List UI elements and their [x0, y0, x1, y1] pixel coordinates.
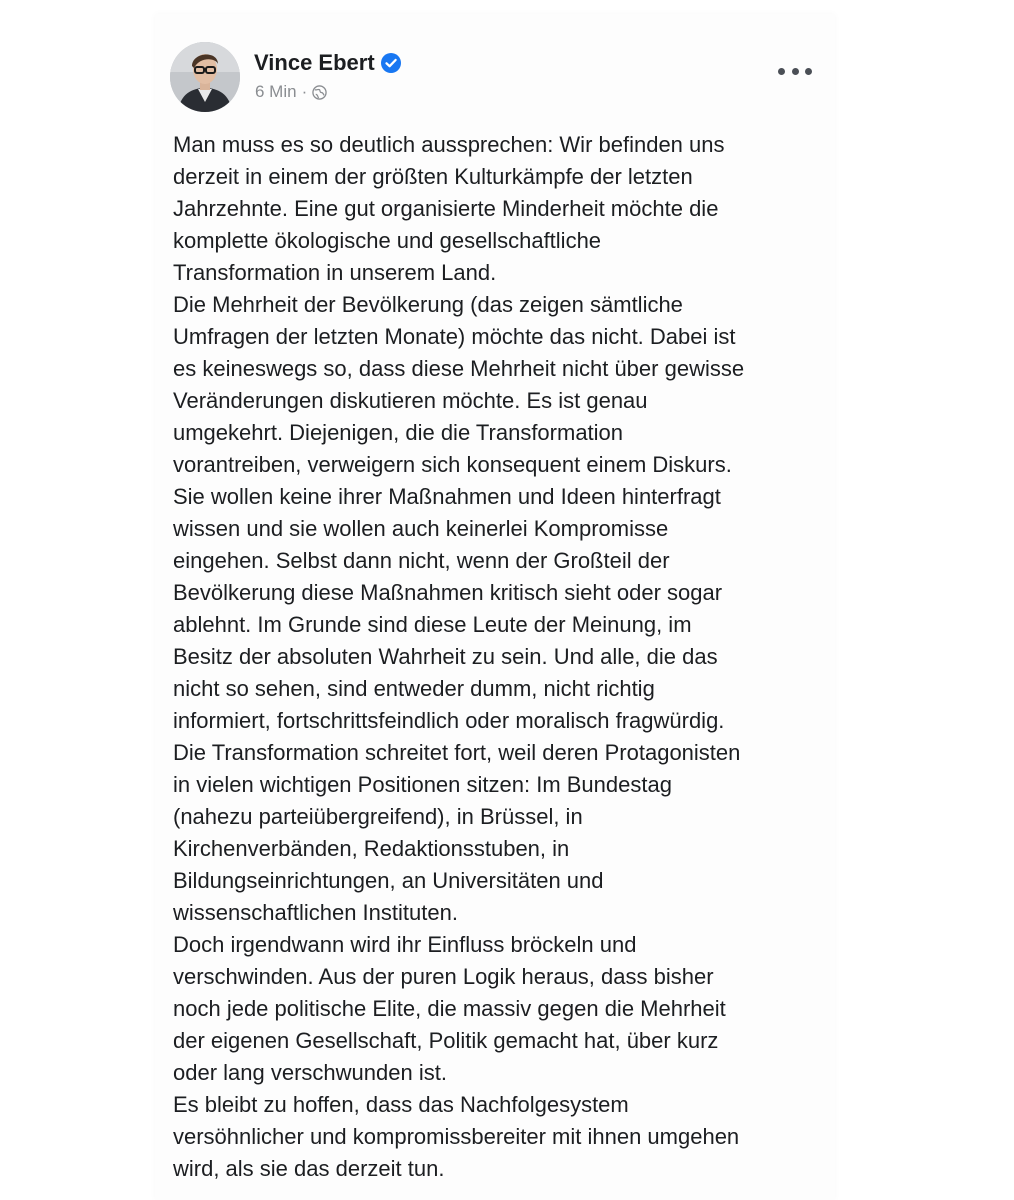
post-text-line: (nahezu parteiübergreifend), in Brüssel, in [173, 804, 583, 829]
post-text-line: informiert, fortschrittsfeindlich oder moralisch fragwürdig. [173, 708, 725, 733]
post-timestamp[interactable]: 6 Min [255, 82, 297, 101]
post-text-line: Umfragen der letzten Monate) möchte das nicht. Dabei ist [173, 324, 736, 349]
post-text-line: es keineswegs so, dass diese Mehrheit nicht über gewisse [173, 356, 745, 381]
post-body [173, 129, 833, 1185]
more-dot-icon [805, 68, 812, 75]
post-text-line: Man muss es so deutlich aussprechen: Wir befinden uns [173, 132, 725, 157]
post-text-line: Doch irgendwann wird ihr Einfluss bröckeln und [173, 932, 637, 957]
post-text-line: komplette ökologische und gesellschaftliche [173, 228, 602, 253]
post-text-line: wissen und sie wollen auch keinerlei Kompromisse [173, 516, 669, 541]
post-text-line: Kirchenverbänden, Redaktionsstuben, in [173, 836, 570, 861]
meta-separator: · [301, 82, 308, 101]
post-text-line: Transformation in unserem Land. [173, 260, 497, 285]
post-text-line: wird, als sie das derzeit tun. [173, 1156, 445, 1181]
post-meta [255, 82, 327, 102]
post-text-line: umgekehrt. Diejenigen, die die Transformation [173, 420, 624, 445]
post-text-line: Veränderungen diskutieren möchte. Es ist genau [173, 388, 648, 413]
globe-icon [312, 85, 327, 100]
post-text-line: der eigenen Gesellschaft, Politik gemacht hat, über kurz [173, 1028, 719, 1053]
post-header [170, 42, 820, 112]
post-text-line: Besitz der absoluten Wahrheit zu sein. Und alle, die das [173, 644, 718, 669]
post-text-line: ablehnt. Im Grunde sind diese Leute der Meinung, im [173, 612, 692, 637]
more-options-button[interactable] [778, 64, 812, 78]
post-text-line: vorantreiben, verweigern sich konsequent einem Diskurs. [173, 452, 732, 477]
post-text-line: Bildungseinrichtungen, an Universitäten und [173, 868, 604, 893]
post-text-line: eingehen. Selbst dann nicht, wenn der Großteil der [173, 548, 670, 573]
post-text-line: in vielen wichtigen Positionen sitzen: Im Bundestag [173, 772, 672, 797]
post-text-line: nicht so sehen, sind entweder dumm, nicht richtig [173, 676, 655, 701]
post-text-line: versöhnlicher und kompromissbereiter mit ihnen umgehen [173, 1124, 740, 1149]
author-name[interactable]: Vince Ebert [254, 50, 375, 75]
post-text-line: derzeit in einem der größten Kulturkämpfe der letzten [173, 164, 693, 189]
post-text-line: Sie wollen keine ihrer Maßnahmen und Ideen hinterfragt [173, 484, 721, 509]
author-avatar[interactable] [170, 42, 240, 112]
post-text-line: noch jede politische Elite, die massiv gegen die Mehrheit [173, 996, 726, 1021]
more-dot-icon [792, 68, 799, 75]
post-text-line: Es bleibt zu hoffen, dass das Nachfolgesystem [173, 1092, 629, 1117]
post-text-line: Jahrzehnte. Eine gut organisierte Minderheit möchte die [173, 196, 719, 221]
post-text-line: wissenschaftlichen Instituten. [173, 900, 458, 925]
post-text-line: verschwinden. Aus der puren Logik heraus, dass bisher [173, 964, 714, 989]
more-dot-icon [778, 68, 785, 75]
post-text-line: Die Mehrheit der Bevölkerung (das zeigen sämtliche [173, 292, 683, 317]
avatar-image [170, 42, 240, 112]
verified-badge-icon [381, 53, 401, 73]
author-name-row [254, 50, 401, 76]
post-text-line: Die Transformation schreitet fort, weil deren Protagonisten [173, 740, 741, 765]
post-text-line: Bevölkerung diese Maßnahmen kritisch sieht oder sogar [173, 580, 723, 605]
post-text-line: oder lang verschwunden ist. [173, 1060, 447, 1085]
